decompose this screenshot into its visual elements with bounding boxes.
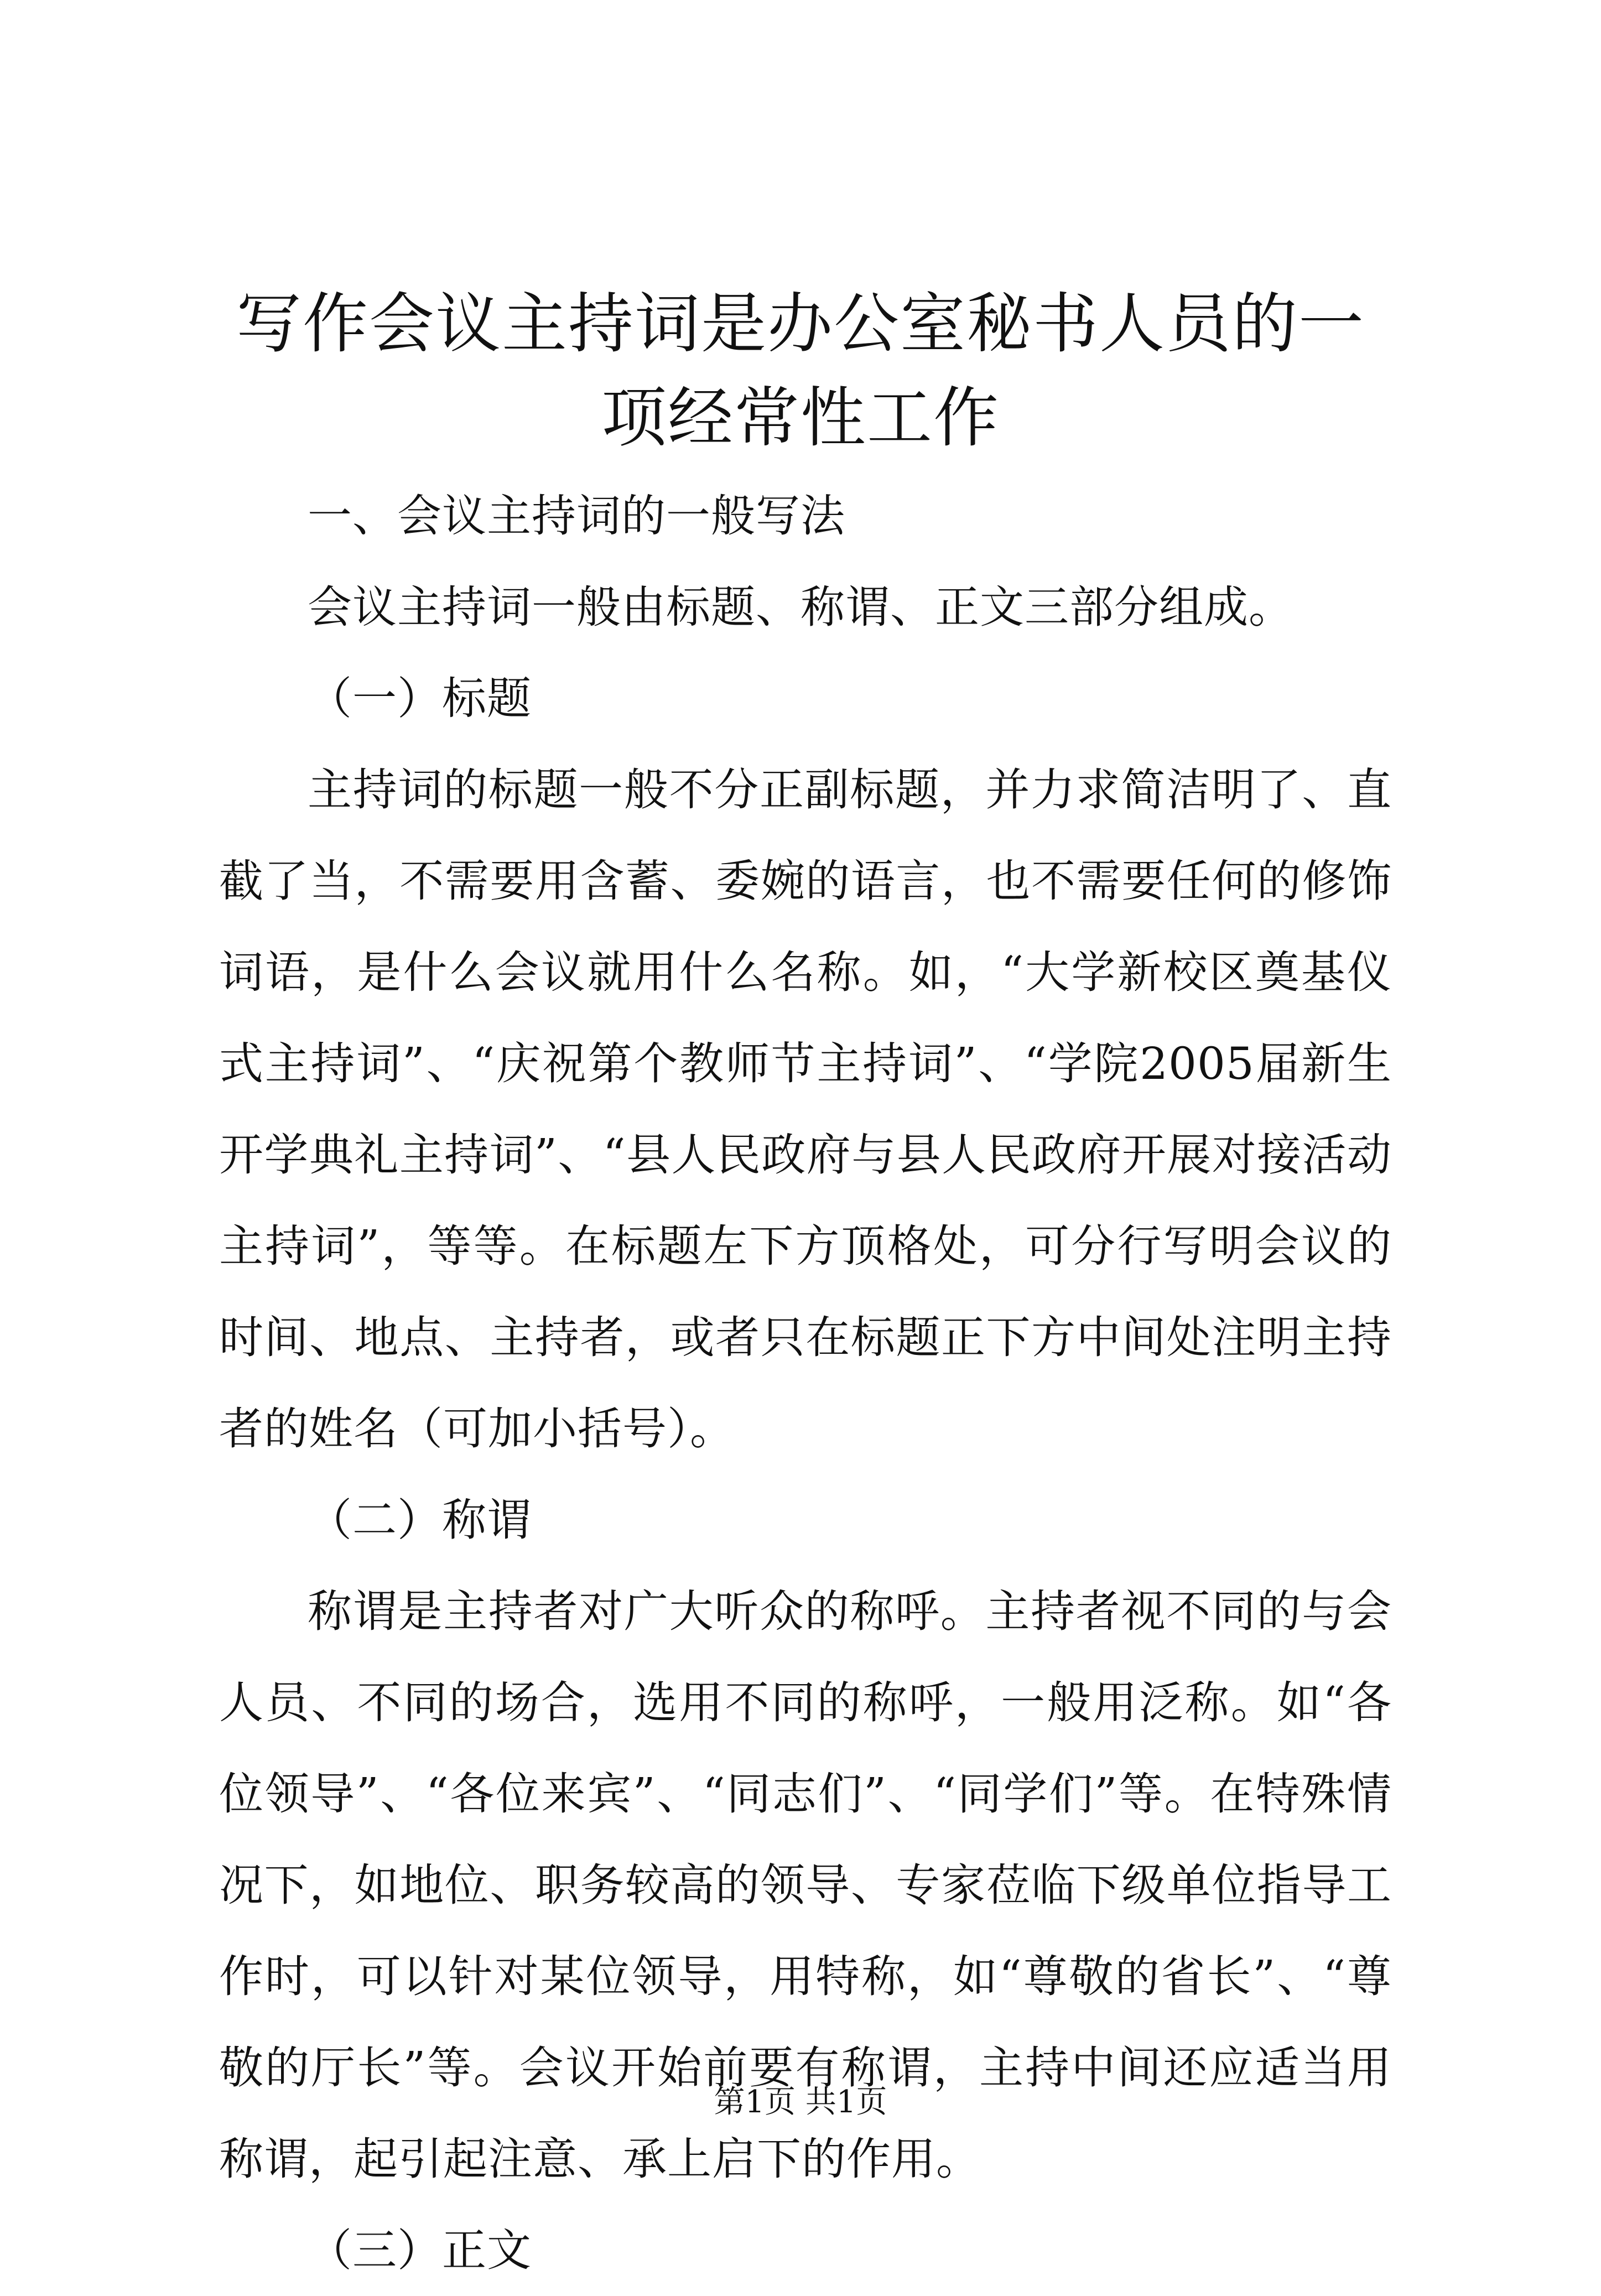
salutation-paragraph: 称谓是主持者对广大听众的称呼。主持者视不同的与会人员、不同的场合，选用不同的称呼，一般用泛称。如“各位领导”、“各位来宾”、“同志们”、“同学们”等。在特殊情况下，如地位、职务较高的领导、专家莅临下级单位指导工作时，可以针对某位领导，用特称，如“尊敬的省长”、“尊敬的厅长”等。会议开始前要有称谓，主持中间还应适当用称谓，起引起注意、承上启下的作用。 [219, 1586, 1392, 2185]
section-heading-1: 一、会议主持词的一般写法 [308, 490, 845, 542]
document-body [219, 470, 1392, 2296]
page-footer [0, 2080, 1601, 2124]
subheading-title: （一）标题 [308, 673, 532, 724]
intro-paragraph: 会议主持词一般由标题、称谓、正文三部分组成。 [308, 581, 1293, 633]
title-paragraph: 主持词的标题一般不分正副标题，并力求简洁明了、直截了当，不需要用含蓄、委婉的语言，也不需要任何的修饰词语，是什么会议就用什么名称。如，“大学新校区奠基仪式主持词”、“庆祝第个教师节主持词”、“学院2005届新生开学典礼主持词”、“县人民政府与县人民政府开展对接活动主持词”，等等。在标题左下方顶格处，可分行写明会议的时间、地点、主持者，或者只在标题正下方中间处注明主持者的姓名（可加小括号）。 [219, 764, 1392, 1455]
subheading-salutation: （二）称谓 [308, 1494, 532, 1546]
subheading-body: （三）正文 [308, 2225, 532, 2276]
page-number-label: 第1页 共1页 [714, 2084, 887, 2120]
document-title: 写作会议主持词是办公室秘书人员的一项经常性工作 [236, 285, 1365, 456]
